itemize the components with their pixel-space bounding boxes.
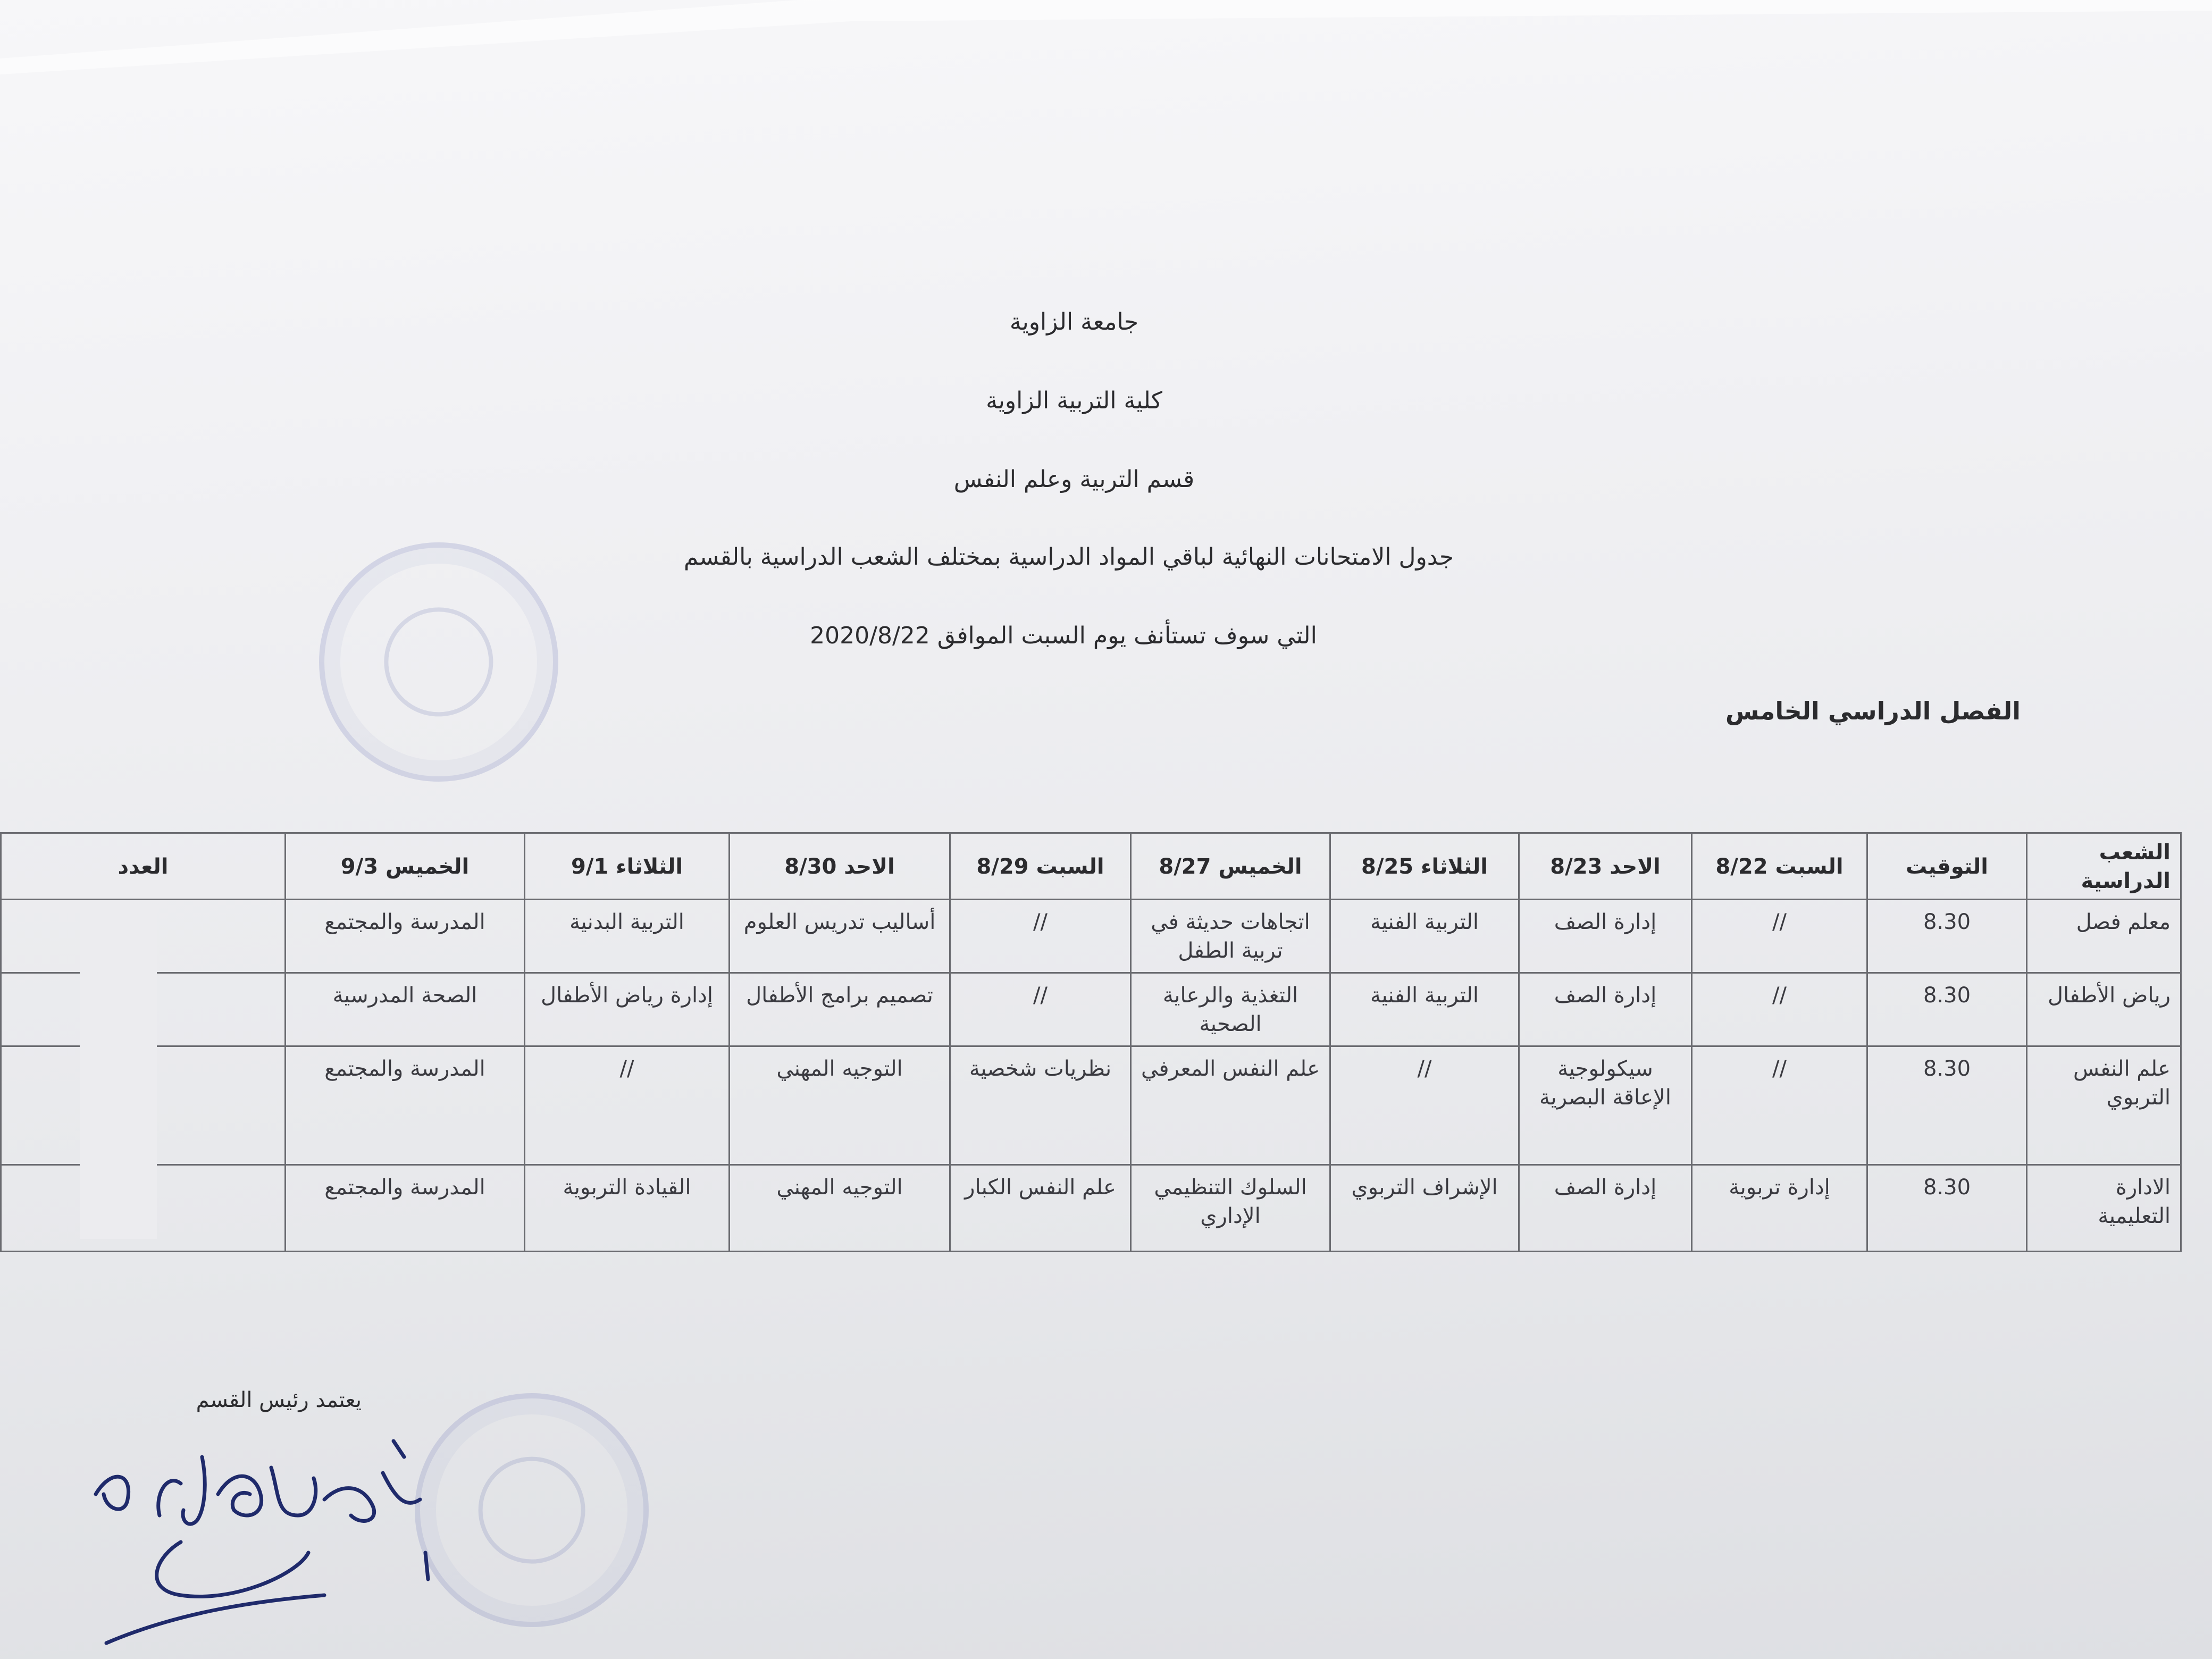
time-cell: 8.30 (1867, 1165, 2027, 1252)
redaction-patch (80, 904, 157, 1239)
column-header: الخميس 8/27 (1131, 833, 1330, 900)
group-cell: علم النفس التربوي (2027, 1046, 2181, 1165)
table-cell: التربية الفنية (1330, 973, 1519, 1046)
semester-label: الفصل الدراسي الخامس (1725, 697, 2021, 725)
table-cell: التربية الفنية (1330, 900, 1519, 973)
table-cell: إدارة الصف (1519, 973, 1692, 1046)
schedule-subtitle: التي سوف تستأنف يوم السبت الموافق 2020/8/22 (810, 622, 1317, 649)
column-header: الثلاثاء 8/25 (1330, 833, 1519, 900)
faculty-name: كلية التربية الزاوية (986, 387, 1162, 414)
table-header-row (1, 833, 2181, 900)
table-cell: التوجيه المهني (730, 1046, 950, 1165)
table-cell: القيادة التربوية (525, 1165, 730, 1252)
table-cell: المدرسة والمجتمع (286, 1046, 525, 1165)
table-cell: إدارة رياض الأطفال (525, 973, 730, 1046)
university-name: جامعة الزاوية (1009, 308, 1139, 336)
handwritten-signature (74, 1436, 479, 1648)
table-cell: علم النفس الكبار (950, 1165, 1131, 1252)
table-cell: الصحة المدرسية (286, 973, 525, 1046)
time-cell: 8.30 (1867, 973, 2027, 1046)
column-header: الاحد 8/30 (730, 833, 950, 900)
column-header: السبت 8/29 (950, 833, 1131, 900)
group-cell: الادارة التعليمية (2027, 1165, 2181, 1252)
column-header: الخميس 9/3 (286, 833, 525, 900)
column-header: الثلاثاء 9/1 (525, 833, 730, 900)
column-header: العدد (1, 833, 286, 900)
table-cell: // (950, 973, 1131, 1046)
time-cell: 8.30 (1867, 900, 2027, 973)
table-row (1, 1165, 2181, 1252)
table-cell: المدرسة والمجتمع (286, 900, 525, 973)
table-cell: علم النفس المعرفي (1131, 1046, 1330, 1165)
table-cell: // (1692, 900, 1867, 973)
group-cell: معلم فصل (2027, 900, 2181, 973)
time-cell: 8.30 (1867, 1046, 2027, 1165)
table-cell: التوجيه المهني (730, 1165, 950, 1252)
table-cell: إدارة تربوية (1692, 1165, 1867, 1252)
table-cell: اتجاهات حديثة في تربية الطفل (1131, 900, 1330, 973)
column-header: السبت 8/22 (1692, 833, 1867, 900)
table-cell: // (1692, 1046, 1867, 1165)
table-cell: // (525, 1046, 730, 1165)
exam-schedule-table (0, 832, 2182, 1252)
table-cell: السلوك التنظيمي الإداري (1131, 1165, 1330, 1252)
table-cell: نظريات شخصية (950, 1046, 1131, 1165)
table-cell: أساليب تدريس العلوم (730, 900, 950, 973)
table-cell: تصميم برامج الأطفال (730, 973, 950, 1046)
table-cell: // (950, 900, 1131, 973)
table-cell: الإشراف التربوي (1330, 1165, 1519, 1252)
column-header: التوقيت (1867, 833, 2027, 900)
table-cell: سيكولوجية الإعاقة البصرية (1519, 1046, 1692, 1165)
table-row (1, 1046, 2181, 1165)
table-cell: // (1692, 973, 1867, 1046)
faint-stamp-top (319, 542, 558, 782)
table-cell: التربية البدنية (525, 900, 730, 973)
table-cell: // (1330, 1046, 1519, 1165)
column-header: الاحد 8/23 (1519, 833, 1692, 900)
table-row (1, 973, 2181, 1046)
table-row (1, 900, 2181, 973)
table-cell: التغذية والرعاية الصحية (1131, 973, 1330, 1046)
column-header: الشعب الدراسية (2027, 833, 2181, 900)
table-cell: إدارة الصف (1519, 1165, 1692, 1252)
group-cell: رياض الأطفال (2027, 973, 2181, 1046)
table-cell: إدارة الصف (1519, 900, 1692, 973)
department-name: قسم التربية وعلم النفس (953, 466, 1195, 493)
schedule-title: جدول الامتحانات النهائية لباقي المواد الدراسية بمختلف الشعب الدراسية بالقسم (683, 543, 1454, 571)
approval-label: يعتمد رئيس القسم (196, 1388, 362, 1412)
table-cell: المدرسة والمجتمع (286, 1165, 525, 1252)
